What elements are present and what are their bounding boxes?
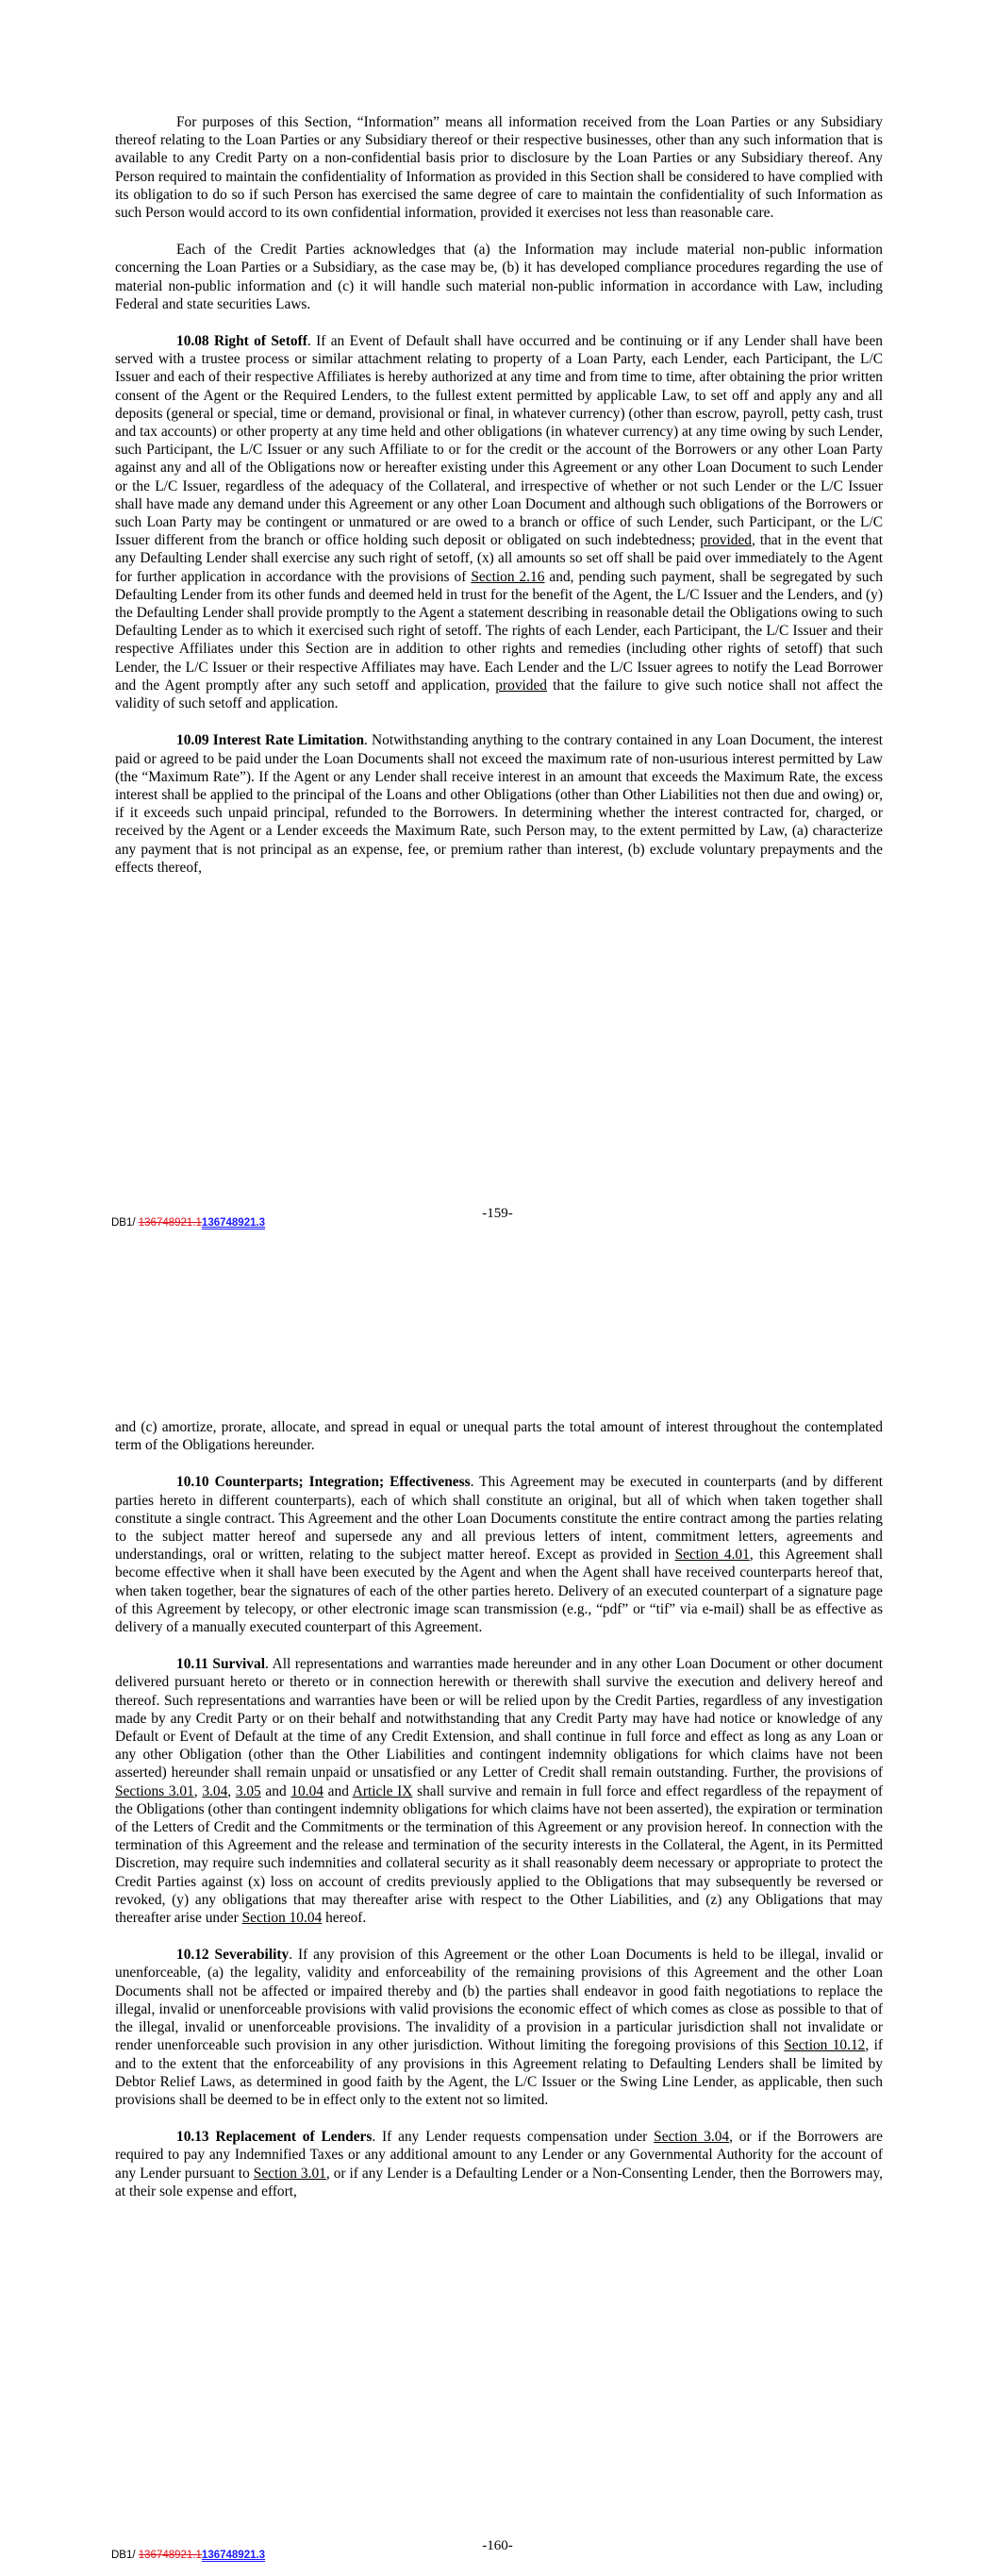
credit-parties-acknowledgement-paragraph: Each of the Credit Parties acknowledges that (a) the Information may include material non-public information concerning the Loan Parties or a Subsidiary, as the case may be, (b) it has developed compliance procedures regarding the use of material non-public information and (c) it will handle such material non-public information in accordance with Law, including Federal and state securities Laws. [115,242,883,312]
section-reference: Section 4.01 [674,1547,750,1564]
section-heading: 10.09 Interest Rate Limitation [176,732,364,749]
inserted-doc-version: 136748921.3 [201,2550,266,2561]
document-id: DB1/ 136748921.1136748921.3 [111,1217,266,1229]
continuation-paragraph: and (c) amortize, prorate, allocate, and spread in equal or unequal parts the total amount of interest throughout the contemplated term of the Obligations hereunder. [115,1419,883,1454]
section-reference: Section 10.12 [784,2037,866,2054]
section-heading: 10.10 Counterparts; Integration; Effectiveness [176,1474,471,1491]
provided-term: provided [700,532,752,549]
provided-term: provided [495,677,548,694]
section-10-09-paragraph: 10.09 Interest Rate Limitation. Notwithstanding anything to the contrary contained in any Loan Document, the interest paid or agreed to be paid under the Loan Documents shall not exceed the maximum rate of non-usurious interest permitted by Law (the “Maximum Rate”). If the Agent or any Lender shall receive interest in an amount that exceeds the Maximum Rate, the excess interest shall be applied to the principal of the Loans and other Obligations (other than Other Liabilities not then due and owing) or, if it exceeds such unpaid principal, refunded to the Borrowers. In determining whether the interest contracted for, charged, or received by the Agent or a Lender exceeds the Maximum Rate, such Person may, to the extent permitted by Law, (a) characterize any payment that is not principal as an expense, fee, or premium rather than interest, (b) exclude voluntary prepayments and the effects thereof, [115,732,883,876]
section-heading: 10.13 Replacement of Lenders [176,2129,373,2146]
section-10-10-paragraph: 10.10 Counterparts; Integration; Effectiveness. This Agreement may be executed in counterparts (and by different parties hereto in different counterparts), each of which shall constitute an original, but all of which when taken together shall constitute a single contract. This Agreement and the other Loan Documents constitute the entire contract among the parties relating to the subject matter hereof and supersede any and all previous letters of intent, commitment letters, agreements and understandings, oral or written, relating to the subject matter hereof. Except as provided in Section 4.01, this Agreement shall become effective when it shall have been executed by the Agent and when the Agent shall have received counterparts hereof that, when taken together, bear the signatures of each of the other parties hereto. Delivery of an executed counterpart of a signature page of this Agreement by telecopy, or other electronic image scan transmission (e.g., “pdf” or “tif” via e-mail) shall be as effective as delivery of a manually executed counterpart of this Agreement. [115,1474,883,1636]
page-body [115,1418,883,2219]
section-10-13-paragraph: 10.13 Replacement of Lenders. If any Lender requests compensation under Section 3.04, or if the Borrowers are required to pay any Indemnified Taxes or any additional amount to any Lender or any Governmental Authority for the account of any Lender pursuant to Section 3.01, or if any Lender is a Defaulting Lender or a Non-Consenting Lender, then the Borrowers may, at their sole expense and effort, [115,2129,883,2200]
section-reference: 3.04 [202,1782,228,1799]
section-10-12-paragraph: 10.12 Severability. If any provision of this Agreement or the other Loan Documents is held to be illegal, invalid or unenforceable, (a) the legality, validity and enforceability of the remaining provisions of this Agreement and the other Loan Documents shall not be affected or impaired thereby and (b) the parties shall endeavor in good faith negotiations to replace the illegal, invalid or unenforceable provisions with valid provisions the economic effect of which comes as close as possible to that of the illegal, invalid or unenforceable provisions. The invalidity of a provision in a particular jurisdiction shall not invalidate or render unenforceable such provision in any other jurisdiction. Without limiting the foregoing provisions of this Section 10.12, if and to the extent that the enforceability of any provisions in this Agreement relating to Defaulting Lenders shall be limited by Debtor Relief Laws, as determined in good faith by the Agent, the L/C Issuer or the Swing Line Lender, as applicable, then such provisions shall be deemed to be in effect only to the extent not so limited. [115,1947,883,2108]
section-reference: 3.05 [235,1782,261,1799]
article-reference: Article IX [352,1782,413,1799]
section-heading: 10.12 Severability [176,1947,290,1964]
information-definition-paragraph: For purposes of this Section, “Information” means all information received from the Loan Parties or any Subsidiary thereof relating to the Loan Parties or any Subsidiary thereof or their respective businesses, other than any such information that is available to any Credit Party on a non-confidential basis prior to disclosure by the Loan Parties or any Subsidiary thereof. Any Person required to maintain the confidentiality of Information as provided in this Section shall be considered to have complied with its obligation to do so if such Person has exercised the same degree of care to maintain the confidentiality of such Information as such Person would accord to its own confidential information, provided it exercises not less than reasonable care. [115,114,883,222]
page-body [115,113,883,895]
page-159 [0,0,995,1260]
deleted-doc-version: 136748921.1 [138,1217,202,1229]
section-reference: Section 10.04 [241,1910,323,1927]
page-160 [0,1260,995,2576]
inserted-doc-version: 136748921.3 [201,1217,266,1229]
document-id: DB1/ 136748921.1136748921.3 [111,2550,266,2561]
section-heading: 10.11 Survival [176,1656,265,1673]
section-reference: Sections 3.01 [115,1782,194,1799]
section-reference: Section 3.04 [654,2129,730,2146]
section-reference: Section 2.16 [471,568,545,585]
section-heading: 10.08 Right of Setoff [176,333,307,350]
section-reference: Section 3.01 [253,2165,326,2182]
section-10-11-paragraph: 10.11 Survival. All representations and warranties made hereunder and in any other Loan Document or other document delivered pursuant hereto or thereto or in connection herewith or therewith shall survive the execution and delivery hereof and thereof. Such representations and warranties have been or will be relied upon by the Credit Parties, regardless of any investigation made by any Credit Party or on their behalf and notwithstanding that any Credit Party may have had notice or knowledge of any Default or Event of Default at the time of any Credit Extension, and shall continue in full force and effect as long as any Loan or any other Obligation (other than the Other Liabilities and contingent indemnity obligations for which claims have not been asserted) hereunder shall remain unpaid or unsatisfied or any Letter of Credit shall remain outstanding. Further, the provisions of Sections 3.01, 3.04, 3.05 and 10.04 and Article IX shall survive and remain in full force and effect regardless of the repayment of the Obligations (other than contingent indemnity obligations for which claims have not been asserted), the expiration or termination of the Letters of Credit and the Commitments or the termination of this Agreement or any provision hereof. In connection with the termination of this Agreement and the release and termination of the security interests in the Collateral, the Agent, in its Permitted Discretion, may require such indemnities and collateral security as it shall reasonably deem necessary or appropriate to protect the Credit Parties against (x) loss on account of credits previously applied to the Obligations that may subsequently be reversed or revoked, (y) any obligations that may thereafter arise with respect to the Other Liabilities, and (z) any Obligations that may thereafter arise under Section 10.04 hereof. [115,1656,883,1927]
page-number: -159- [482,1206,513,1221]
section-reference: 10.04 [290,1782,323,1799]
section-10-08-paragraph: 10.08 Right of Setoff. If an Event of Default shall have occurred and be continuing or if any Lender shall have been served with a trustee process or similar attachment relating to property of a Loan Party, each Lender, each Participant, the L/C Issuer and each of their respective Affiliates is hereby authorized at any time and from time to time, after obtaining the prior written consent of the Agent or the Required Lenders, to the fullest extent permitted by applicable Law, to set off and apply any and all deposits (general or special, time or demand, provisional or final, in whatever currency) (other than escrow, payroll, petty cash, trust and tax accounts) or other property at any time held and other obligations (in whatever currency) at any time owing by such Lender, such Participant, the L/C Issuer or any such Affiliate to or for the credit or the account of the Borrowers or any other Loan Party against any and all of the Obligations now or hereafter existing under this Agreement or any other Loan Document to such Lender or the L/C Issuer, regardless of the adequacy of the Collateral, and irrespective of whether or not such Lender or the L/C Issuer shall have made any demand under this Agreement or any other Loan Document and although such obligations of the Borrowers or such Loan Party may be contingent or unmatured or are owed to a branch or office of such Lender, such Participant, or the L/C Issuer different from the branch or office holding such deposit or obligated on such indebtedness; provided, that in the event that any Defaulting Lender shall exercise any such right of setoff, (x) all amounts so set off shall be paid over immediately to the Agent for further application in accordance with the provisions of Section 2.16 and, pending such payment, shall be segregated by such Defaulting Lender from its other funds and deemed held in trust for the benefit of the Agent, the L/C Issuer and the Lenders, and (y) the Defaulting Lender shall provide promptly to the Agent a statement describing in reasonable detail the Obligations owing to such Defaulting Lender as to which it exercised such right of setoff. The rights of each Lender, each Participant, the L/C Issuer and their respective Affiliates under this Section are in addition to other rights and remedies (including other rights of setoff) that such Lender, the L/C Issuer or their respective Affiliates may have. Each Lender and the L/C Issuer agrees to notify the Lead Borrower and the Agent promptly after any such setoff and application, provided that the failure to give such notice shall not affect the validity of such setoff and application. [115,333,884,712]
page-number: -160- [482,2538,513,2553]
deleted-doc-version: 136748921.1 [138,2550,202,2561]
